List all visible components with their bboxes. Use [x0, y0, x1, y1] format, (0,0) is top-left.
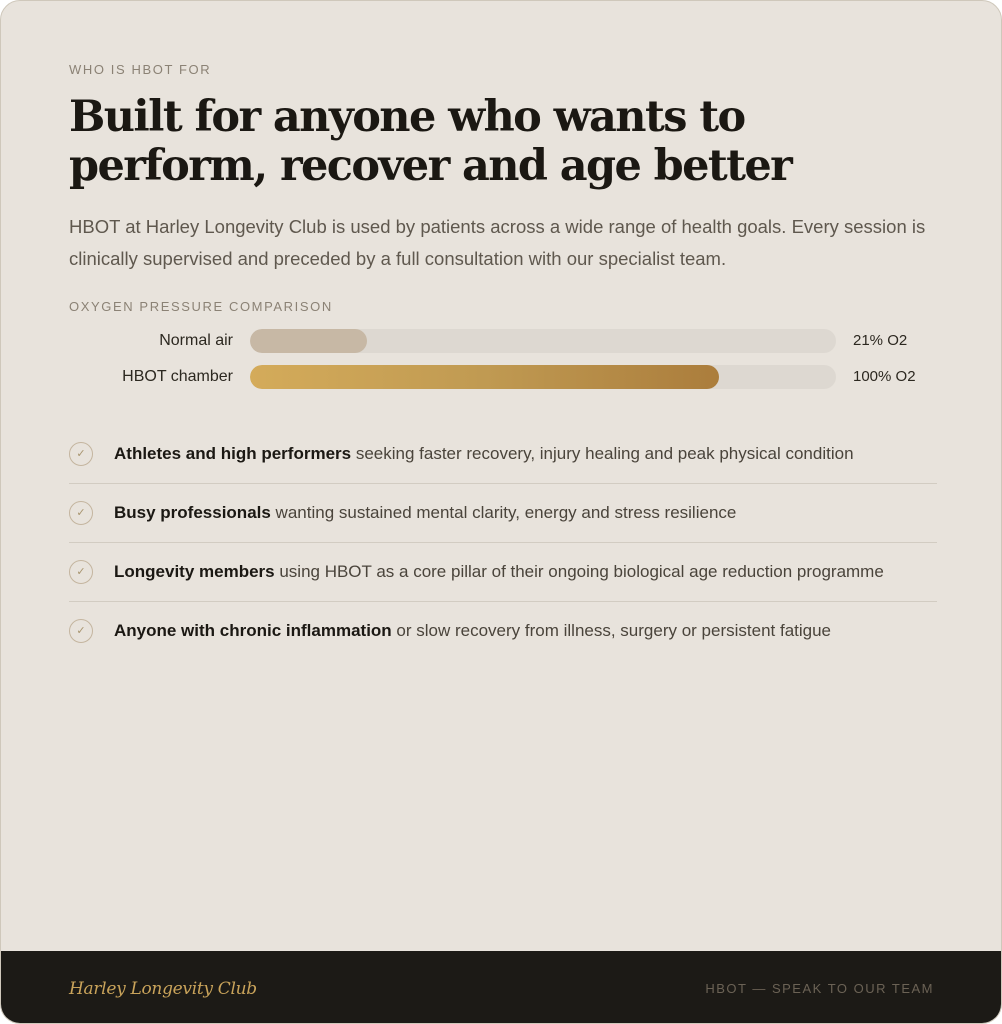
intro-paragraph: HBOT at Harley Longevity Club is used by patients across a wide range of health goals. Every session is clinically supervised and preceded by a full consultation with our specialist team. [69, 216, 926, 269]
bar-track-normal-air [250, 329, 836, 353]
list-item-text: wanting sustained mental clarity, energy and stress resilience [270, 503, 737, 522]
check-icon: ✓ [69, 619, 93, 643]
bar-value-hbot-chamber: 100% O2 [853, 368, 916, 385]
list-item [69, 543, 937, 602]
list-item-text: using HBOT as a core pillar of their ongoing biological age reduction programme [274, 562, 884, 581]
footer-bar [1, 951, 1001, 1023]
comparison-label: OXYGEN PRESSURE COMPARISON [69, 299, 333, 314]
bar-fill-hbot-chamber [250, 365, 719, 389]
footer-cta-link[interactable]: HBOT — SPEAK TO OUR TEAM [705, 981, 934, 996]
bar-label-normal-air: Normal air [159, 332, 233, 349]
list-item-text: or slow recovery from illness, surgery or persistent fatigue [391, 621, 832, 640]
check-icon: ✓ [69, 442, 93, 466]
bar-fill-normal-air [250, 329, 367, 353]
bar-row-normal-air [69, 328, 937, 354]
list-item-title: Longevity members [114, 562, 275, 581]
list-item-title: Busy professionals [114, 503, 271, 522]
list-item-title: Anyone with chronic inflammation [114, 621, 392, 640]
bar-value-normal-air: 21% O2 [853, 332, 908, 349]
list-item [69, 484, 937, 543]
check-icon: ✓ [69, 501, 93, 525]
list-item [69, 602, 937, 660]
page-title: Built for anyone who wants to perform, recover and age better [69, 92, 792, 191]
eyebrow-label: WHO IS HBOT FOR [69, 62, 212, 77]
bar-label-hbot-chamber: HBOT chamber [122, 368, 233, 385]
list-item-text: seeking faster recovery, injury healing and peak physical condition [351, 444, 854, 463]
audience-list [69, 425, 937, 660]
footer-brand-logo: Harley Longevity Club [69, 979, 257, 999]
check-icon: ✓ [69, 560, 93, 584]
bar-row-hbot-chamber [69, 364, 937, 390]
list-item-title: Athletes and high performers [114, 444, 352, 463]
bar-track-hbot-chamber [250, 365, 836, 389]
list-item [69, 425, 937, 484]
